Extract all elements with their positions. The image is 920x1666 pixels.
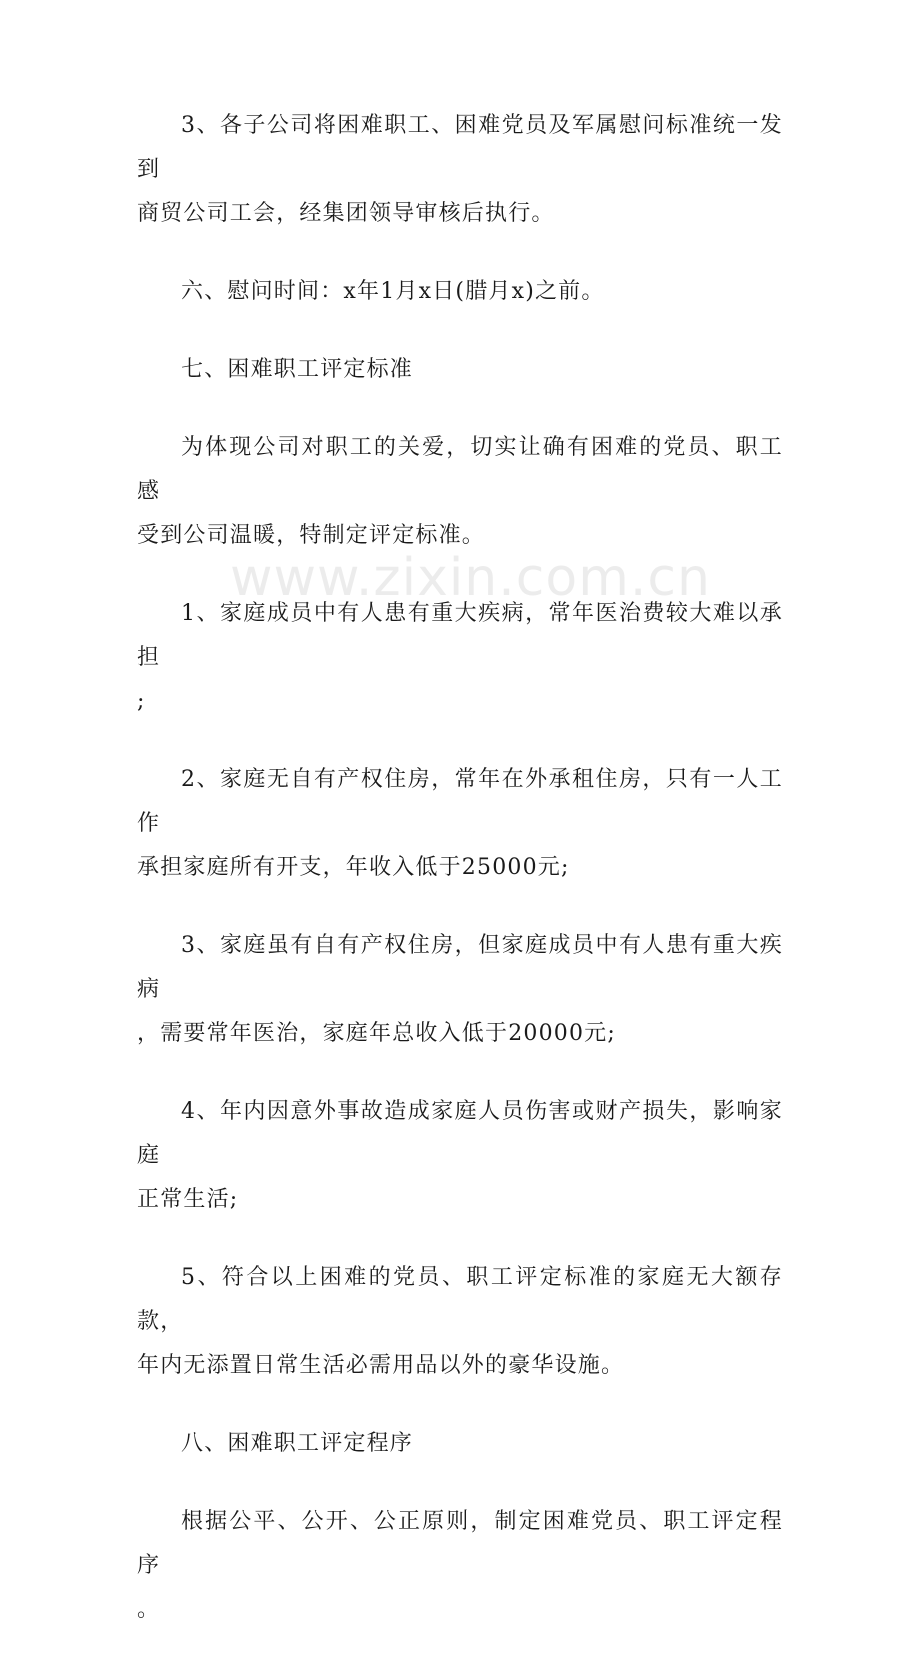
text-line: 承担家庭所有开支，年收入低于25000元; <box>137 855 570 880</box>
criterion-1 <box>137 592 783 724</box>
text-line: 3、各子公司将困难职工、困难党员及军属慰问标准统一发到 <box>137 113 783 182</box>
text-line: 4、年内因意外事故造成家庭人员伤害或财产损失，影响家庭 <box>137 1099 783 1168</box>
criterion-3 <box>137 924 783 1056</box>
text-line: 5、符合以上困难的党员、职工评定标准的家庭无大额存款， <box>137 1265 783 1334</box>
section-seven-heading <box>137 348 783 392</box>
text-line: 根据公平、公开、公正原则，制定困难党员、职工评定程序 <box>137 1509 783 1578</box>
text-line: 年内无添置日常生活必需用品以外的豪华设施。 <box>137 1353 625 1378</box>
section-eight-intro <box>137 1500 783 1632</box>
watermark-text: www.zixin.com.cn <box>230 548 711 608</box>
paragraph-item-3-submit <box>137 104 783 236</box>
criterion-4 <box>137 1090 783 1222</box>
text-line: 受到公司温暖，特制定评定标准。 <box>137 523 486 548</box>
text-line: 为体现公司对职工的关爱，切实让确有困难的党员、职工感 <box>137 435 783 504</box>
document-body <box>137 104 783 1666</box>
criterion-5 <box>137 1256 783 1388</box>
text-line: 2、家庭无自有产权住房，常年在外承租住房，只有一人工作 <box>137 767 783 836</box>
section-eight-heading <box>137 1422 783 1466</box>
text-line: 六、慰问时间：x年1月x日(腊月x)之前。 <box>181 279 605 304</box>
text-line: ; <box>137 689 146 714</box>
text-line: 七、困难职工评定标准 <box>181 357 414 382</box>
criterion-2 <box>137 758 783 890</box>
section-seven-intro <box>137 426 783 558</box>
section-six-visit-time <box>137 270 783 314</box>
text-line: 1、家庭成员中有人患有重大疾病，常年医治费较大难以承担 <box>137 601 783 670</box>
text-line: ，需要常年医治，家庭年总收入低于20000元; <box>137 1021 616 1046</box>
text-line: 商贸公司工会，经集团领导审核后执行。 <box>137 201 555 226</box>
text-line: 正常生活; <box>137 1187 239 1212</box>
text-line: 3、家庭虽有自有产权住房，但家庭成员中有人患有重大疾病 <box>137 933 783 1002</box>
text-line: 八、困难职工评定程序 <box>181 1431 414 1456</box>
text-line: 。 <box>137 1597 161 1622</box>
